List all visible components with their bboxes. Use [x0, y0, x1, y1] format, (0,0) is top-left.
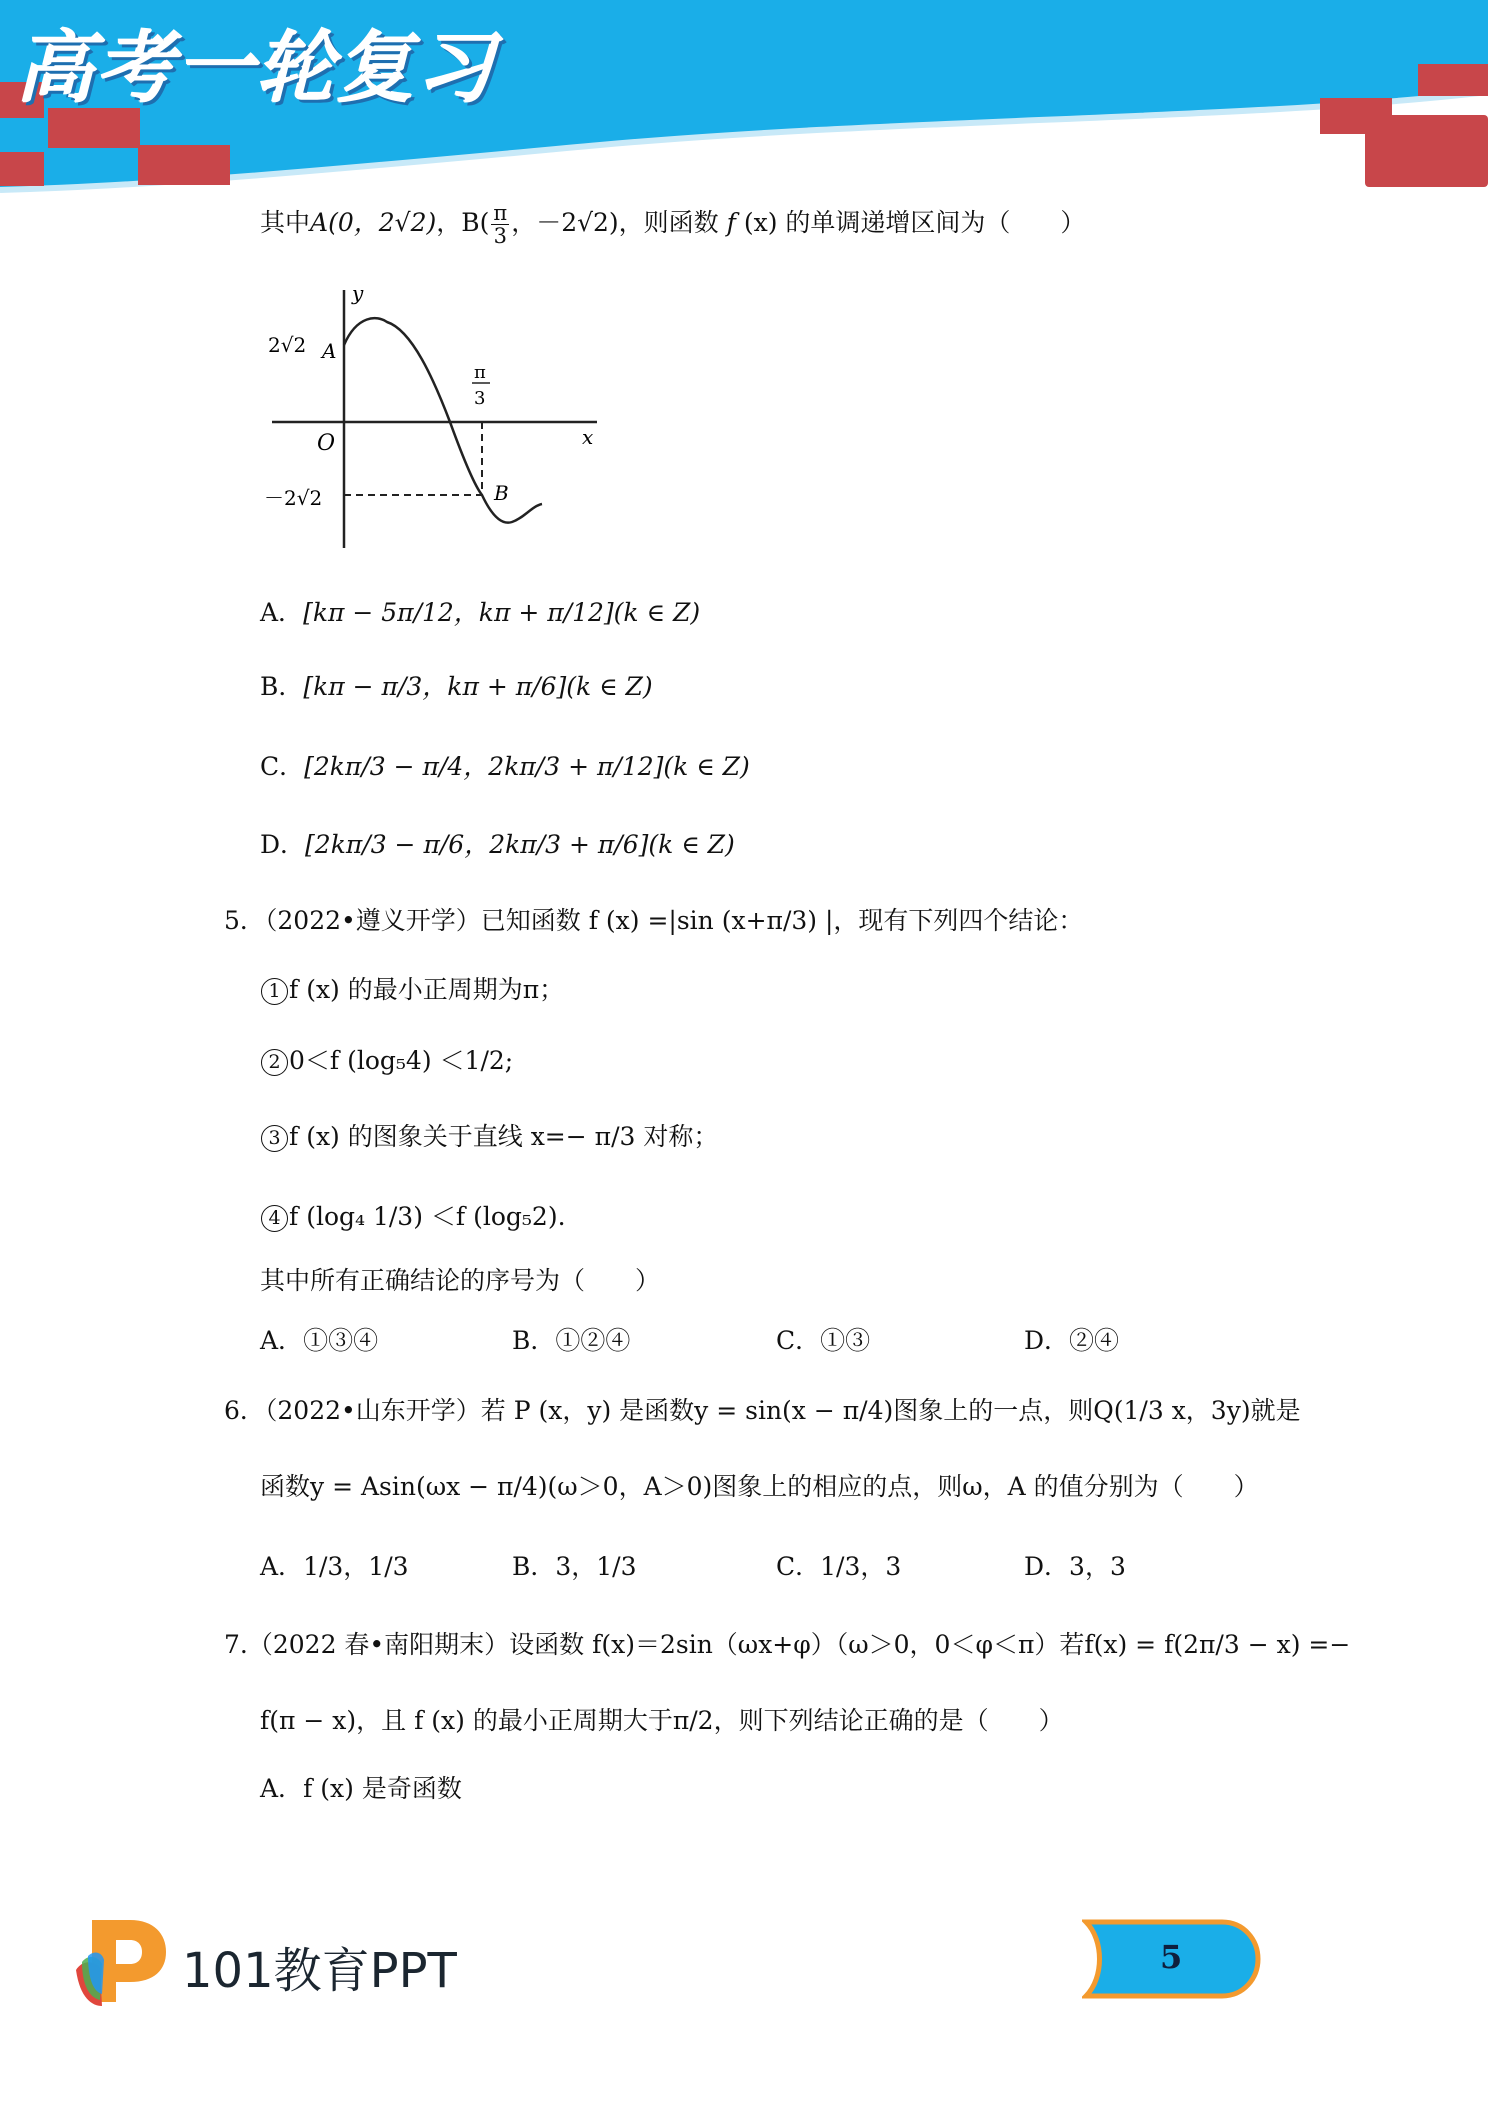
page-number: 5	[1160, 1938, 1183, 1976]
brand-name: 101教育PPT	[182, 1943, 457, 1999]
label-x: x	[582, 425, 594, 449]
sine-curve	[344, 318, 542, 523]
q6-option-c[interactable]: C．1/3，3	[776, 1552, 902, 1581]
q4-option-a[interactable]: A．[kπ − 5π/12，kπ + π/12](k ∈ Z)	[260, 598, 701, 627]
q4-option-d[interactable]: D．[2kπ/3 − π/6，2kπ/3 + π/6](k ∈ Z)	[260, 830, 735, 859]
q4-option-c[interactable]: C．[2kπ/3 − π/4，2kπ/3 + π/12](k ∈ Z)	[260, 752, 750, 781]
label-pi3-num: π	[474, 362, 486, 383]
q7-option-a[interactable]: A．f (x) 是奇函数	[260, 1774, 462, 1803]
q6-stem-line1: 6．（2022•山东开学）若 P (x，y) 是函数y = sin(x − π/4)图象上的一点，则Q(1/3 x，3y)就是	[224, 1396, 1301, 1425]
q6-option-b[interactable]: B．3，1/3	[512, 1552, 637, 1581]
q5-ask: 其中所有正确结论的序号为（ ）	[260, 1266, 661, 1295]
circle-1-icon: 1	[261, 978, 288, 1005]
circle-4-icon: 4	[261, 1205, 288, 1232]
q5-statement-3: 3 f (x) 的图象关于直线 x=− π/3 对称；	[260, 1120, 718, 1154]
q7-stem-line1: 7.（2022 春•南阳期末）设函数 f(x)＝2sin（ωx+φ）（ω＞0，0＜φ＜π）若f(x) = f(2π/3 − x) =−	[224, 1630, 1351, 1659]
q5-statement-1: 1 f (x) 的最小正周期为π；	[260, 973, 564, 1007]
circle-3-icon: 3	[261, 1125, 288, 1152]
graph-svg	[262, 280, 612, 560]
q6-option-a[interactable]: A．1/3，1/3	[260, 1552, 409, 1581]
q6-option-d[interactable]: D．3，3	[1024, 1552, 1126, 1581]
label-y: y	[352, 281, 364, 305]
banner-title: 高考一轮复习	[16, 24, 497, 114]
header-banner	[0, 0, 1488, 200]
label-pi3-den: 3	[474, 388, 486, 409]
label-origin: O	[317, 431, 336, 456]
label-point-b: B	[494, 481, 509, 505]
brand-logo-icon	[72, 1910, 172, 2014]
q5-option-d[interactable]: D．②④	[1024, 1326, 1120, 1355]
q7-stem-line2: f(π − x)，且 f (x) 的最小正周期大于π/2，则下列结论正确的是（ ）	[260, 1706, 1064, 1735]
label-neg-2root2: －2√2	[264, 486, 323, 510]
q5-option-a[interactable]: A．①③④	[260, 1326, 379, 1355]
q4-option-b[interactable]: B．[kπ − π/3，kπ + π/6](k ∈ Z)	[260, 672, 653, 701]
label-point-a: A	[322, 339, 337, 363]
function-graph	[262, 280, 612, 564]
q5-option-b[interactable]: B．①②④	[512, 1326, 631, 1355]
q5-stem: 5．（2022•遵义开学）已知函数 f (x) =|sin (x+π/3) |，现有下列四个结论：	[224, 906, 1084, 935]
label-2root2: 2√2	[268, 333, 307, 357]
q5-option-c[interactable]: C．①③	[776, 1326, 871, 1355]
q5-statement-2: 2 0＜f (log₅4) ＜1/2;	[260, 1044, 513, 1078]
circle-2-icon: 2	[261, 1049, 288, 1076]
q5-statement-4: 4 f (log₄ 1/3) ＜f (log₅2).	[260, 1200, 566, 1234]
q4-stem: 其中A(0，2√2)，B( $\frac{\pi}{3}$ ，－2√2)，则函数 f (x) 的单调递增区间为（ ）	[260, 201, 1086, 248]
q6-stem-line2: 函数y = Asin(ωx − π/4)(ω＞0，A＞0)图象上的相应的点，则ω，A 的值分别为（ ）	[260, 1472, 1259, 1501]
